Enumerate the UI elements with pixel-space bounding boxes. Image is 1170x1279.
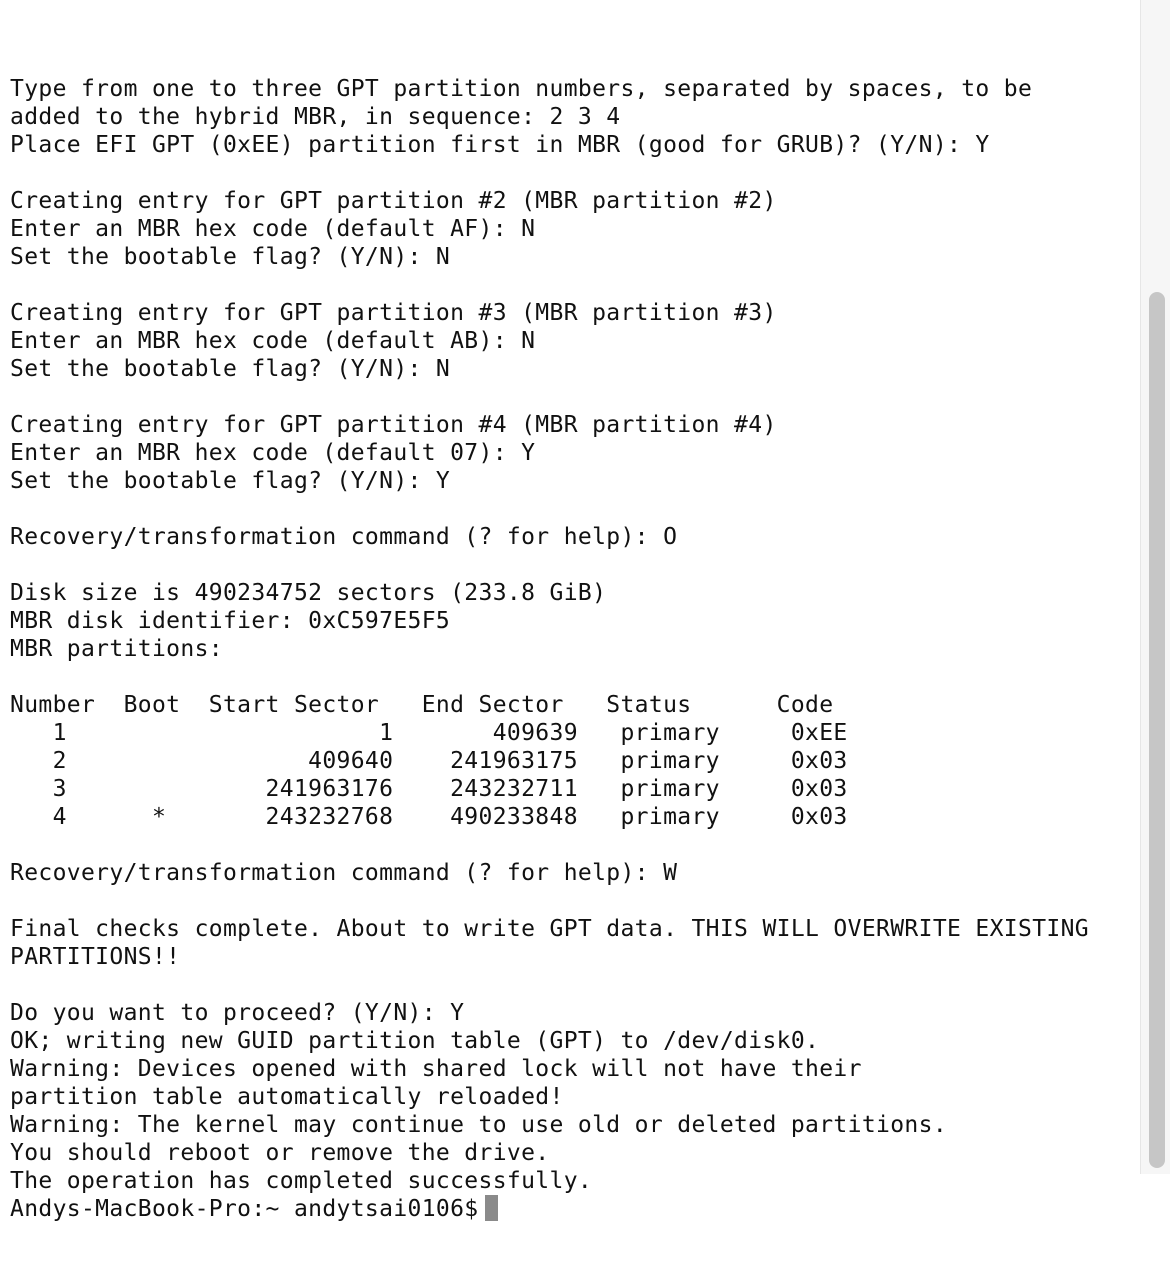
terminal-line: partition table automatically reloaded! xyxy=(10,1084,564,1110)
terminal-line: Creating entry for GPT partition #3 (MBR partition #3) xyxy=(10,300,777,326)
terminal-line: Enter an MBR hex code (default 07): Y xyxy=(10,440,536,466)
terminal-line: Disk size is 490234752 sectors (233.8 GiB) xyxy=(10,580,607,606)
terminal-line: Creating entry for GPT partition #2 (MBR partition #2) xyxy=(10,188,777,214)
text-cursor xyxy=(485,1195,498,1221)
terminal-line: Creating entry for GPT partition #4 (MBR partition #4) xyxy=(10,412,777,438)
terminal-line: The operation has completed successfully. xyxy=(10,1168,593,1194)
terminal-line: You should reboot or remove the drive. xyxy=(10,1140,550,1166)
terminal-line: 3 241963176 243232711 primary 0x03 xyxy=(10,776,848,802)
terminal-line: Set the bootable flag? (Y/N): N xyxy=(10,356,451,382)
terminal-line xyxy=(10,159,1089,187)
terminal-line: OK; writing new GUID partition table (GPT) to /dev/disk0. xyxy=(10,1028,820,1054)
scrollbar-thumb[interactable] xyxy=(1149,292,1165,1168)
terminal-line: MBR partitions: xyxy=(10,636,223,662)
terminal-line: Recovery/transformation command (? for help): O xyxy=(10,524,678,550)
terminal-line: Set the bootable flag? (Y/N): N xyxy=(10,244,451,270)
terminal-line: added to the hybrid MBR, in sequence: 2 3 4 xyxy=(10,104,621,130)
terminal-line: Do you want to proceed? (Y/N): Y xyxy=(10,1000,465,1026)
terminal-line: Set the bootable flag? (Y/N): Y xyxy=(10,468,451,494)
terminal-line xyxy=(10,383,1089,411)
terminal-line: Final checks complete. About to write GPT data. THIS WILL OVERWRITE EXISTING xyxy=(10,916,1089,942)
terminal-line: Recovery/transformation command (? for help): W xyxy=(10,860,678,886)
terminal-line: 2 409640 241963175 primary 0x03 xyxy=(10,748,848,774)
terminal-line xyxy=(10,831,1089,859)
terminal-line xyxy=(10,551,1089,579)
terminal-line: Place EFI GPT (0xEE) partition first in MBR (good for GRUB)? (Y/N): Y xyxy=(10,132,990,158)
terminal-line xyxy=(10,971,1089,999)
terminal-line: MBR disk identifier: 0xC597E5F5 xyxy=(10,608,451,634)
terminal-line: Enter an MBR hex code (default AF): N xyxy=(10,216,536,242)
terminal-line xyxy=(10,271,1089,299)
terminal-line: PARTITIONS!! xyxy=(10,944,181,970)
terminal-line xyxy=(10,663,1089,691)
terminal-output xyxy=(10,19,1089,1279)
shell-prompt: Andys-MacBook-Pro:~ andytsai0106$ xyxy=(10,1196,479,1222)
terminal-line: Warning: The kernel may continue to use old or deleted partitions. xyxy=(10,1112,948,1138)
terminal-line: 1 1 409639 primary 0xEE xyxy=(10,720,848,746)
shell-prompt-line[interactable] xyxy=(10,1195,1089,1223)
terminal-line: Number Boot Start Sector End Sector Status Code xyxy=(10,692,834,718)
terminal-line: Type from one to three GPT partition numbers, separated by spaces, to be xyxy=(10,76,1033,102)
terminal-line: Enter an MBR hex code (default AB): N xyxy=(10,328,536,354)
terminal-line xyxy=(10,495,1089,523)
vertical-scrollbar[interactable] xyxy=(1140,0,1170,1174)
terminal-line: Warning: Devices opened with shared lock will not have their xyxy=(10,1056,862,1082)
terminal-line xyxy=(10,887,1089,915)
terminal-line: 4 * 243232768 490233848 primary 0x03 xyxy=(10,804,848,830)
